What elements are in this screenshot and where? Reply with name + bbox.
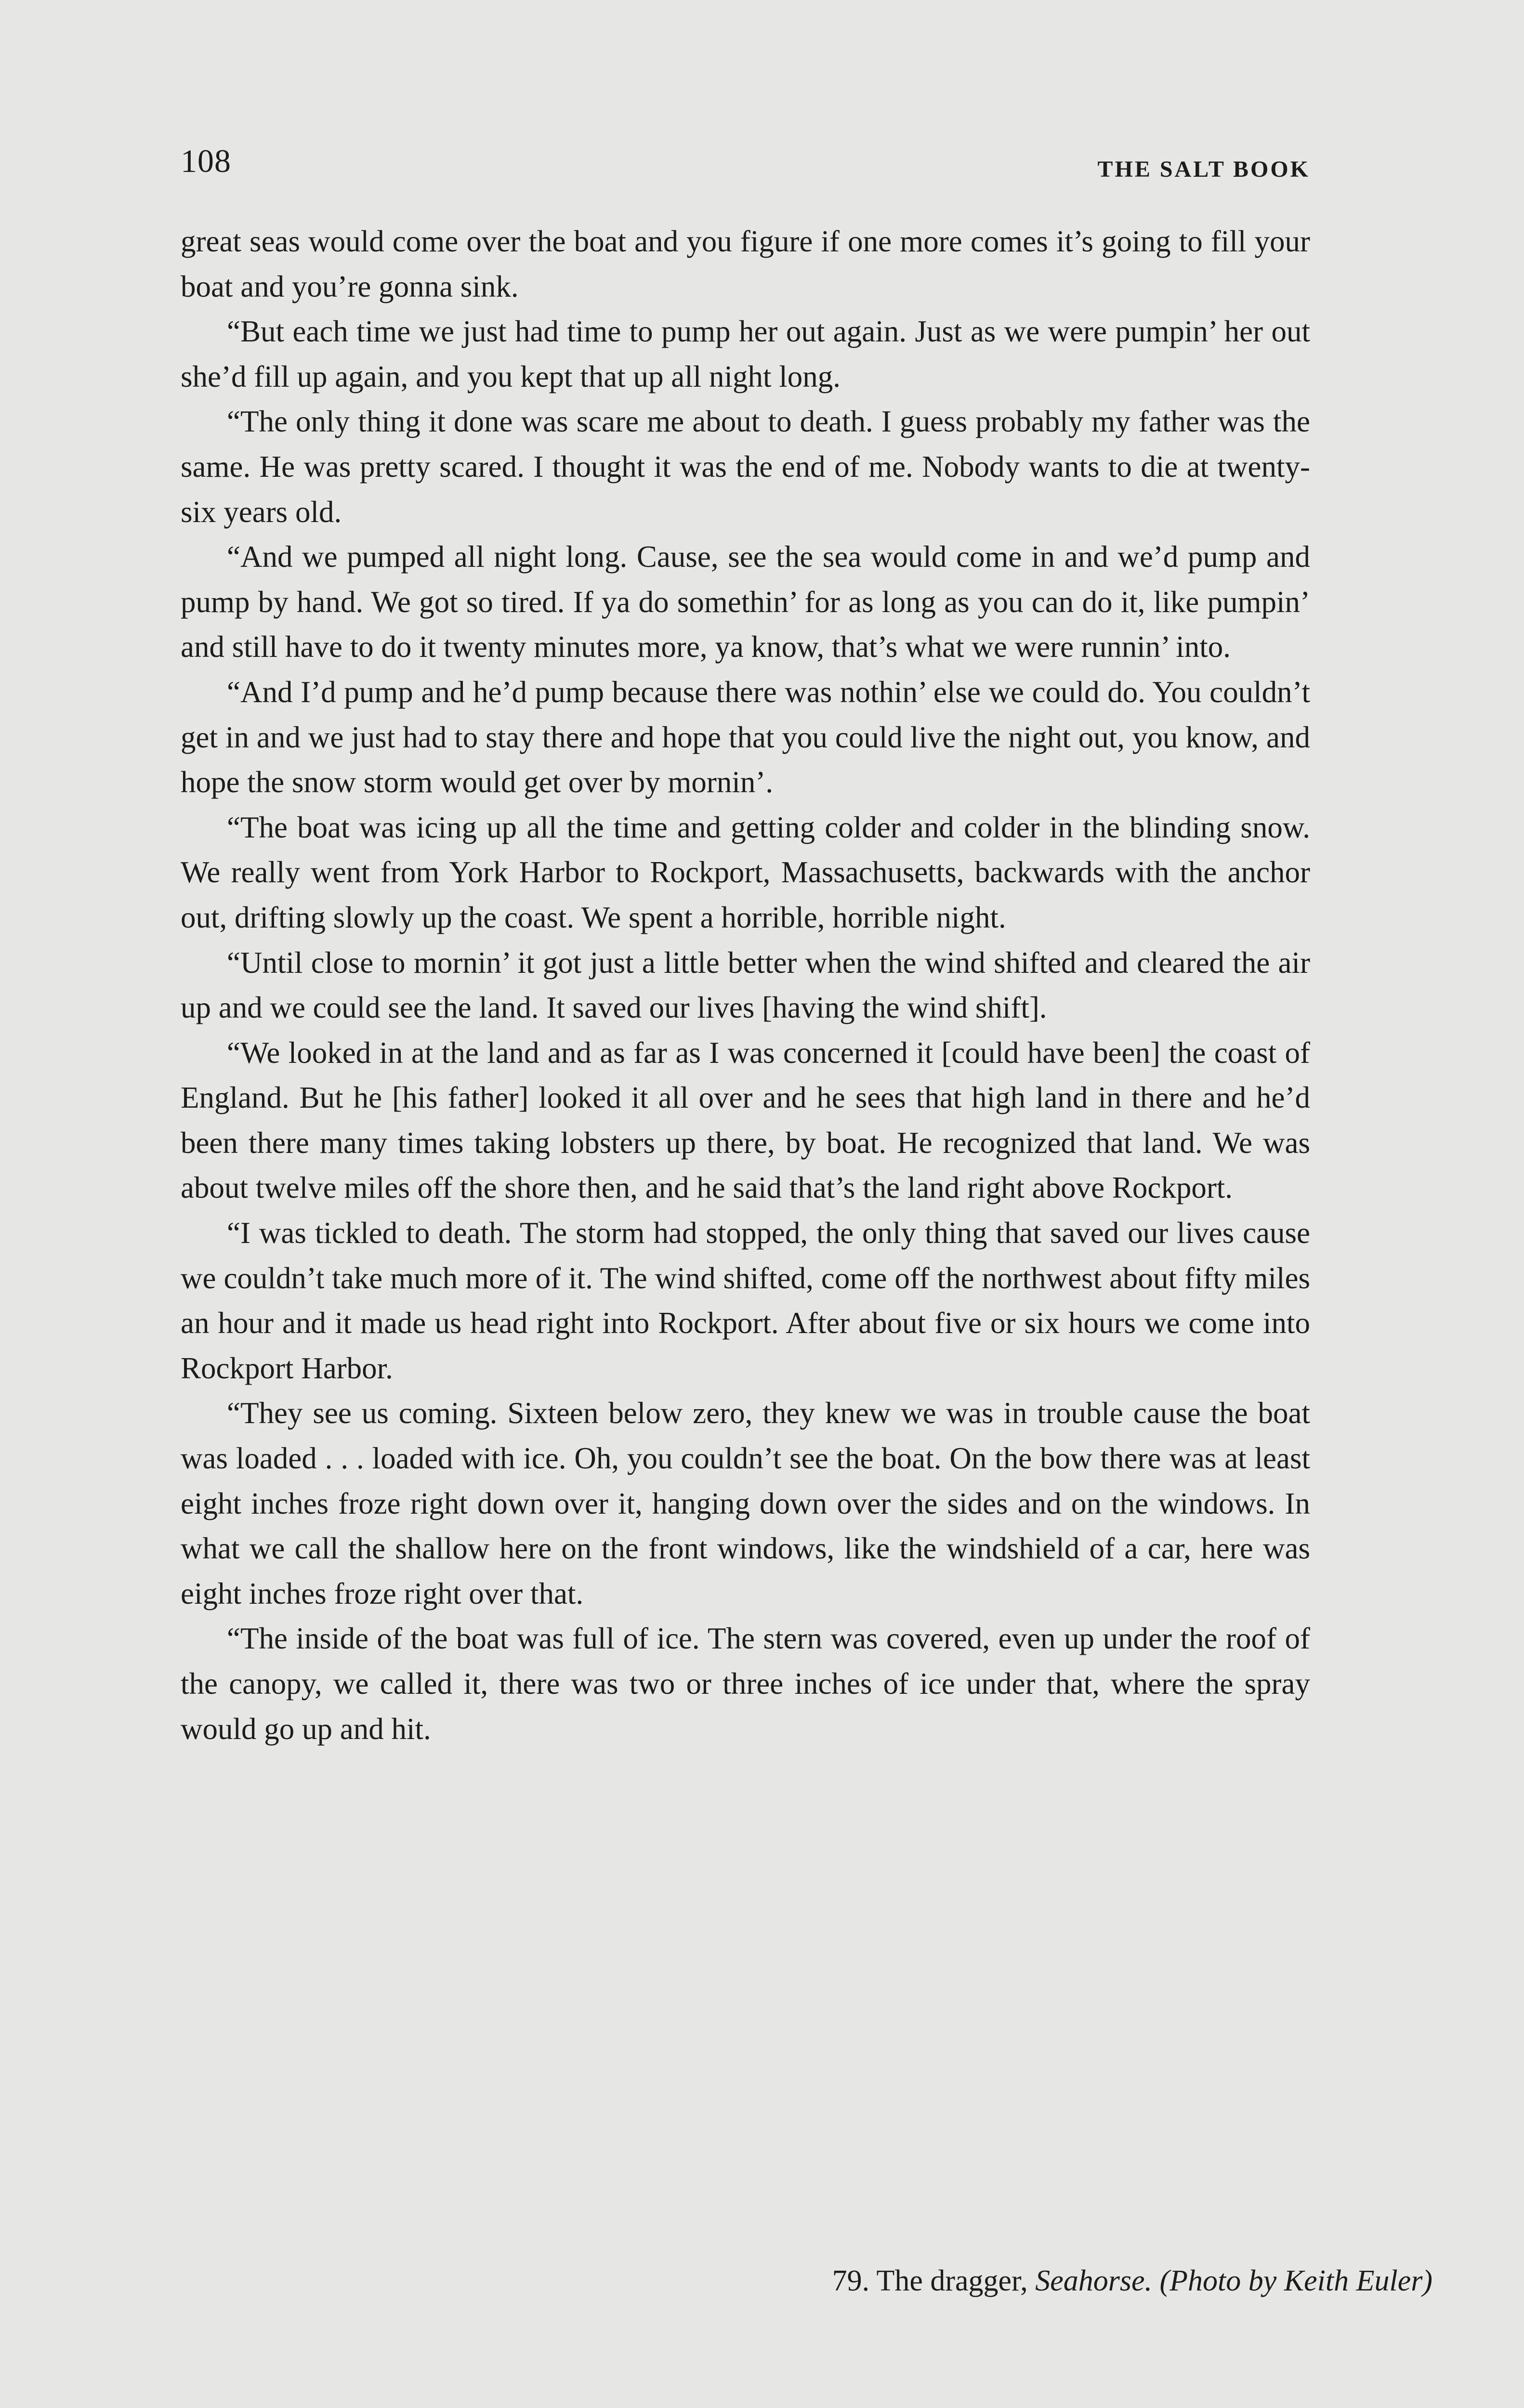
photo-caption <box>832 2266 1432 2296</box>
paragraph: “The boat was icing up all the time and getting colder and colder in the blinding snow. We really went from York Harbor to Rockport, Massachusetts, backwards with the anchor out, drifting slowly up the coast. We spent a horrible, horrible night. <box>181 810 1310 934</box>
paragraph: “We looked in at the land and as far as I was concerned it [could have been] the coast of England. But he [his father] looked it all over and he sees that high land in there and he’d been there many times taking lobsters up there, by boat. He recognized that land. We was about twelve miles off the shore then, and he said that’s the land right above Rockport. <box>181 1035 1310 1205</box>
paragraph: “And I’d pump and he’d pump because there was nothin’ else we could do. You couldn’t get in and we just had to stay there and hope that you could live the night out, you know, and hope the snow storm would get over by mornin’. <box>181 675 1310 799</box>
book-title: THE SALT BOOK <box>1097 157 1310 182</box>
caption-boat-name: Seahorse. <box>1035 2264 1153 2297</box>
paragraph: “And we pumped all night long. Cause, see the sea would come in and we’d pump and pump by hand. We got so tired. If ya do somethin’ for as long as you can do it, like pumpin’ and still have to do it twenty minutes more, ya know, that’s what we were runnin’ into. <box>181 540 1310 664</box>
paragraph: “The inside of the boat was full of ice. The stern was covered, even up under the roof of the canopy, we called it, there was two or three inches of ice under that, where the spray would go up and hit. <box>181 1622 1310 1746</box>
paragraph: “Until close to mornin’ it got just a little better when the wind shifted and cleared the air up and we could see the land. It saved our lives [having the wind shift]. <box>181 945 1310 1025</box>
caption-text: The dragger, <box>876 2264 1028 2297</box>
page-number: 108 <box>181 143 231 179</box>
paragraph: great seas would come over the boat and you figure if one more comes it’s going to fill your boat and you’re gonna sink. <box>181 224 1310 303</box>
body-text <box>181 219 1310 1752</box>
paragraph: “I was tickled to death. The storm had stopped, the only thing that saved our lives cause we couldn’t take much more of it. The wind shifted, come off the northwest about fifty miles an hour and it made us head right into Rockport. After about five or six hours we come into Rockport Harbor. <box>181 1216 1310 1385</box>
running-head <box>181 144 1310 197</box>
paragraph: “They see us coming. Sixteen below zero, they knew we was in trouble cause the boat was loaded . . . loaded with ice. Oh, you couldn’t see the boat. On the bow there was at least eight inches froze right down over it, hanging down over the sides and on the windows. In what we call the shallow here on the front windows, like the windshield of a car, here was eight inches froze right over that. <box>181 1396 1310 1610</box>
paragraph: “But each time we just had time to pump her out again. Just as we were pumpin’ her out she’d fill up again, and you kept that up all night long. <box>181 314 1310 393</box>
caption-credit: (Photo by Keith Euler) <box>1159 2264 1432 2297</box>
paragraph: “The only thing it done was scare me about to death. I guess probably my father was the same. He was pretty scared. I thought it was the end of me. Nobody wants to die at twenty-six years old. <box>181 405 1310 529</box>
caption-number: 79. <box>832 2264 870 2297</box>
